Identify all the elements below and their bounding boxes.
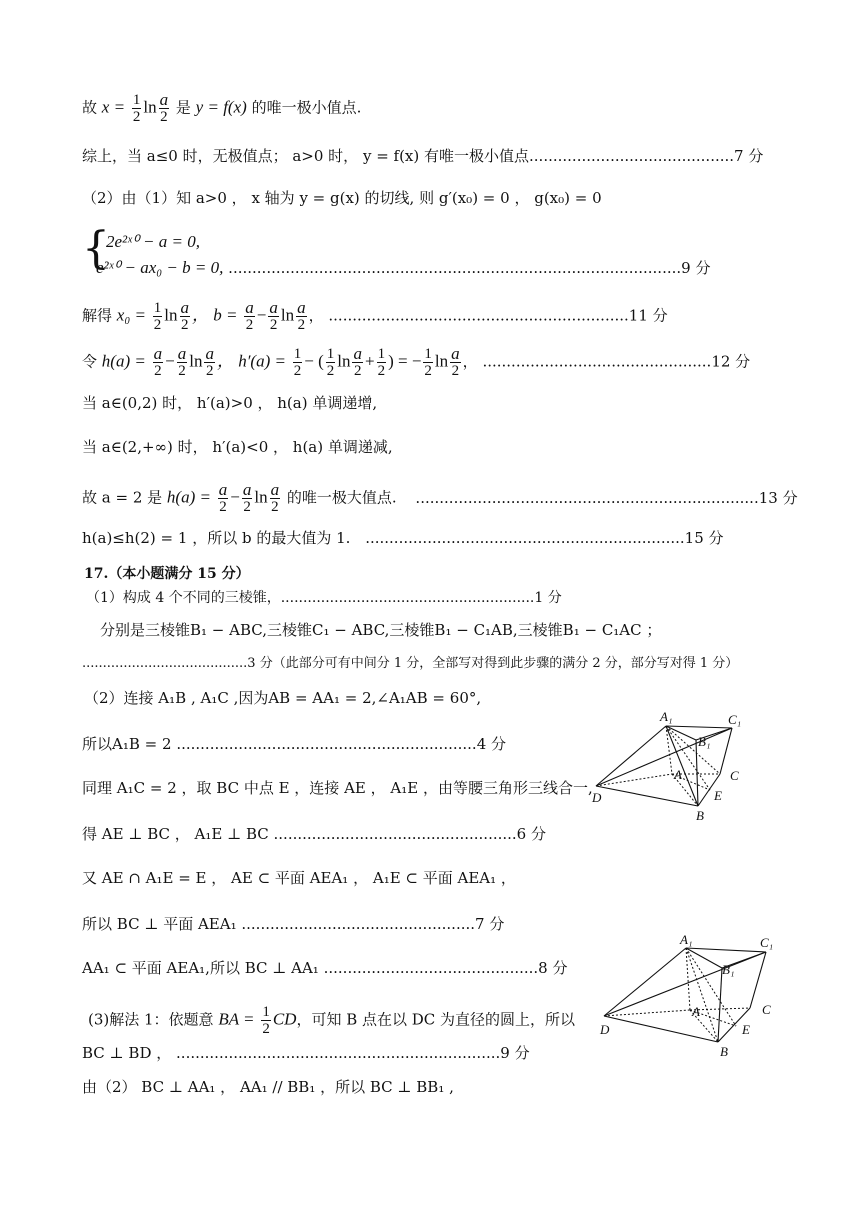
fraction: $\frac{1}{2}$ xyxy=(326,346,335,379)
q17-line-11 xyxy=(82,1077,454,1097)
text: 当 a∈(2,+∞) 时， h′(a)<0 ， h(a) 单调递减, xyxy=(82,438,393,456)
line-3 xyxy=(82,188,602,208)
prism-figure-2 xyxy=(596,930,786,1060)
q17-line-5 xyxy=(82,824,546,844)
math: x = xyxy=(101,97,126,117)
q17-line-10 xyxy=(82,1043,530,1063)
label-C: C xyxy=(730,768,739,783)
text: 故 xyxy=(82,98,98,117)
fraction: $\frac{a}{2}$ xyxy=(242,480,252,515)
line-2 xyxy=(82,146,763,166)
score: .............................................8 分 xyxy=(323,959,568,977)
label-B: B xyxy=(696,808,704,823)
math: ln xyxy=(189,351,203,371)
fraction: $\frac{a}{2}$ xyxy=(218,480,228,515)
label-A: A xyxy=(692,1004,700,1019)
question-17-title: 17.（本小题满分 15 分） xyxy=(84,566,250,582)
math: CD xyxy=(272,1009,297,1029)
math: + xyxy=(364,351,375,371)
label-E: E xyxy=(742,1022,750,1037)
math: x₀ = xyxy=(116,305,146,325)
q17-line-8 xyxy=(82,958,567,978)
q17-list-score xyxy=(82,654,738,674)
q17-line-6 xyxy=(82,868,516,888)
fraction: $\frac{a}{2}$ xyxy=(270,480,280,515)
fraction: $\frac{a}{2}$ xyxy=(180,298,189,333)
score: ...................................................6 分 xyxy=(273,825,546,843)
score: ...................................................................15 分 xyxy=(365,529,724,547)
math: ln xyxy=(164,305,178,325)
text: (3)解法 1：依题意 xyxy=(88,1010,214,1029)
math: − ( xyxy=(304,351,324,371)
score: .........................................................1 分 xyxy=(280,590,562,606)
text: 同理 A₁C = 2 ，取 BC 中点 E ，连接 AE ， A₁E ，由等腰三角形三线合一, xyxy=(82,779,593,797)
text: 分别是三棱锥B₁ − ABC,三棱锥C₁ − ABC,三棱锥B₁ − C₁AB,三棱锥B₁ − C₁AC ； xyxy=(100,621,662,639)
text: 的唯一极大值点. xyxy=(286,488,397,507)
math: y = f(x) xyxy=(195,97,247,117)
system-eq-2 xyxy=(96,258,710,278)
label-D: D xyxy=(600,1022,610,1037)
text: ， xyxy=(462,352,478,371)
line-9 xyxy=(82,482,798,515)
fraction: $\frac{a}{2}$ xyxy=(159,90,169,125)
score: ................................................12 分 xyxy=(482,352,751,371)
label-C1: C₁ xyxy=(760,935,774,950)
text: 令 xyxy=(82,352,98,371)
text: （2）连接 A₁B , A₁C ,因为AB = AA₁ = 2,∠A₁AB = 60°, xyxy=(84,689,482,707)
score: ...............................................................11 分 xyxy=(328,306,668,325)
label-B1: B₁ xyxy=(698,734,711,749)
fraction: $\frac{a}{2}$ xyxy=(177,344,187,379)
text: 所以A₁B = 2 xyxy=(82,735,172,753)
fraction: $\frac{a}{2}$ xyxy=(153,344,163,379)
text: BC ⊥ BD ， xyxy=(82,1044,172,1062)
label-B1: B₁ xyxy=(722,962,735,977)
fraction: $\frac{1}{2}$ xyxy=(424,346,432,379)
text: 故 a = 2 是 xyxy=(82,488,163,507)
fraction: $\frac{1}{2}$ xyxy=(262,1004,270,1037)
text: 由（2） BC ⊥ AA₁ ， AA₁ // BB₁ ，所以 BC ⊥ BB₁ , xyxy=(82,1078,454,1096)
line-10 xyxy=(82,528,724,548)
label-E: E xyxy=(714,788,722,803)
label-C: C xyxy=(762,1002,771,1017)
line-1 xyxy=(82,92,361,125)
fraction: $\frac{a}{2}$ xyxy=(205,344,214,379)
line-6 xyxy=(82,346,750,379)
text: 又 AE ∩ A₁E = E ， AE ⊂ 平面 AEA₁ ， A₁E ⊂ 平面 AEA₁ ， xyxy=(82,869,516,887)
text: 当 a∈(0,2) 时， h′(a)>0 ， h(a) 单调递增, xyxy=(82,394,378,412)
math: ， h′(a) = xyxy=(216,351,286,371)
math: h(a) = xyxy=(166,487,211,507)
score: ...............................................................4 分 xyxy=(176,735,507,753)
score: ...........................................7 分 xyxy=(529,147,764,165)
text: 的唯一极小值点. xyxy=(251,98,362,117)
fraction: $\frac{a}{2}$ xyxy=(297,298,306,333)
line-7 xyxy=(82,393,377,413)
system-eq-1 xyxy=(106,232,200,252)
math: − xyxy=(256,305,267,325)
score: ........................................3 分（此部分可有中间分 1 分，全部写对得到此步骤的满分 2 分，部分写对得 1 分） xyxy=(82,656,739,671)
score: ....................................................................9 分 xyxy=(176,1044,530,1062)
brace: { xyxy=(82,223,110,274)
label-A1: A₁ xyxy=(660,709,673,724)
text: 综上，当 a≤0 时，无极值点； a>0 时， y = f(x) 有唯一极小值点 xyxy=(82,147,530,165)
fraction: $\frac{1}{2}$ xyxy=(153,300,162,333)
math: − xyxy=(230,487,240,507)
math: h(a) = xyxy=(101,351,146,371)
fraction: $\frac{a}{2}$ xyxy=(353,344,362,379)
math: ln xyxy=(280,305,295,325)
q17-line-3 xyxy=(82,734,506,754)
fraction: $\frac{a}{2}$ xyxy=(451,344,460,379)
math: ln xyxy=(434,351,449,371)
label-A: A xyxy=(674,767,682,782)
math: ln xyxy=(143,97,157,117)
math: ， b = xyxy=(192,305,238,325)
text: h(a)≤h(2) = 1 ，所以 b 的最大值为 1. xyxy=(82,529,351,547)
math: BA = xyxy=(218,1009,255,1029)
text: 得 AE ⊥ BC ， A₁E ⊥ BC xyxy=(82,825,269,843)
text: 是 xyxy=(175,98,191,117)
q17-part1 xyxy=(86,588,562,608)
label-A1: A₁ xyxy=(680,932,693,947)
score: .................................................7 分 xyxy=(241,915,505,933)
math: 2e²ˣ⁰ − a = 0, xyxy=(106,232,200,251)
text: ，可知 B 点在以 DC 为直径的圆上，所以 xyxy=(296,1010,576,1029)
score: ...............................................................................................9 分 xyxy=(228,259,711,277)
fraction: $\frac{a}{2}$ xyxy=(269,298,278,333)
fraction: $\frac{a}{2}$ xyxy=(245,298,254,333)
text: （2）由（1）知 a>0 ， x 轴为 y = g(x) 的切线, 则 g′(x₀) = 0 ， g(x₀) = 0 xyxy=(82,189,602,207)
math: ) = − xyxy=(388,351,422,371)
math: − xyxy=(165,351,175,371)
q17-line-4 xyxy=(82,778,593,798)
math: e²ˣ⁰ − ax₀ − b = 0, xyxy=(96,258,224,277)
q17-part2 xyxy=(84,688,481,708)
line-8 xyxy=(82,437,393,457)
fraction: $\frac{1}{2}$ xyxy=(377,346,386,379)
label-D: D xyxy=(592,790,602,805)
text: 解得 xyxy=(82,306,113,325)
math: ln xyxy=(337,351,351,371)
score: ........................................................................13 分 xyxy=(415,488,798,507)
q17-line-9 xyxy=(88,1004,575,1037)
line-5 xyxy=(82,300,668,333)
label-B: B xyxy=(720,1044,728,1059)
q17-line-7 xyxy=(82,914,504,934)
q17-list xyxy=(100,620,661,640)
text: AA₁ ⊂ 平面 AEA₁,所以 BC ⊥ AA₁ xyxy=(82,959,319,977)
text: 所以 BC ⊥ 平面 AEA₁ xyxy=(82,915,237,933)
fraction: $\frac{1}{2}$ xyxy=(293,346,302,379)
text: ， xyxy=(308,306,324,325)
math: ln xyxy=(254,487,268,507)
fraction: $\frac{1}{2}$ xyxy=(132,92,141,125)
text: （1）构成 4 个不同的三棱锥， xyxy=(86,590,281,606)
label-C1: C₁ xyxy=(728,712,742,727)
prism-figure-1 xyxy=(588,708,778,823)
